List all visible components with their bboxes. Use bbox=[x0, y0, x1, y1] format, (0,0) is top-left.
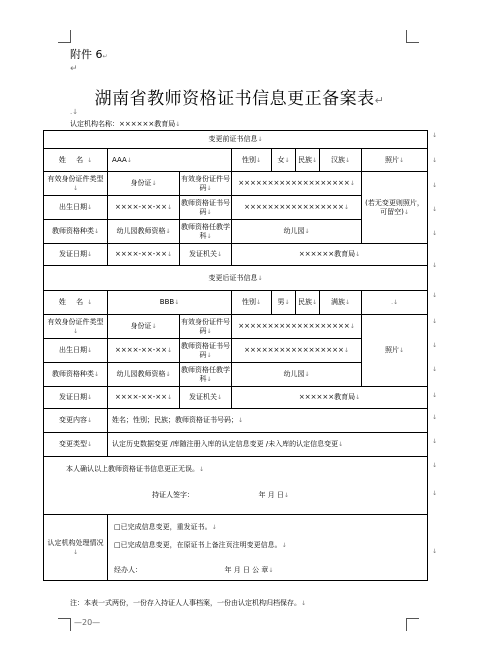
label-gender: 性别↓ bbox=[232, 291, 272, 315]
label-photo: 照片↓ bbox=[362, 149, 428, 172]
label-issuer: 发证机关↓ bbox=[180, 244, 232, 266]
after-name-value: BBB↓ bbox=[108, 291, 232, 315]
before-name-value: AAA↓ bbox=[108, 149, 232, 172]
label-id-type: 有效身份证件类型↓ bbox=[44, 172, 108, 196]
section-after-header: 变更后证书信息↓ bbox=[44, 266, 428, 291]
label-cert-type: 教师资格种类↓ bbox=[44, 363, 108, 387]
record-form-table bbox=[43, 130, 428, 581]
label-cert-number: 教师资格证书号码↓ bbox=[180, 339, 232, 363]
row-end-mark: ↓ bbox=[432, 206, 438, 213]
after-id-number-value: ×××××××××××××××××××↓ bbox=[232, 315, 362, 339]
row-end-mark: ↓ bbox=[432, 342, 438, 349]
row-end-mark: ↓ bbox=[432, 392, 438, 399]
label-birth-date: 出生日期↓ bbox=[44, 196, 108, 220]
label-subject: 教师资格任教学科↓ bbox=[180, 363, 232, 387]
label-change-type: 变更类型↓ bbox=[44, 433, 108, 457]
label-issue-date: 发证日期↓ bbox=[44, 244, 108, 266]
paragraph-mark: ↵ bbox=[70, 64, 78, 74]
footnote: 注：本表一式两份，一份存入持证人人事档案，一份由认定机构归档保存。↓ bbox=[70, 599, 307, 607]
before-id-type-value: 身份证↓ bbox=[108, 172, 180, 196]
after-issue-date-value: ××××-××-××↓ bbox=[108, 387, 180, 409]
crop-mark-bottom-left bbox=[58, 618, 71, 631]
row-end-mark: ↓ bbox=[432, 262, 438, 269]
after-subject-value: 幼儿园↓ bbox=[232, 363, 362, 387]
row-end-mark: ↓ bbox=[432, 182, 438, 189]
label-id-type: 有效身份证件类型↓ bbox=[44, 315, 108, 339]
after-photo-top: .↓ bbox=[362, 291, 428, 315]
label-subject: 教师资格任教学科↓ bbox=[180, 220, 232, 244]
row-end-mark: ↓ bbox=[432, 414, 438, 421]
row-end-mark: ↓ bbox=[432, 132, 438, 139]
before-issue-date-value: ××××-××-××↓ bbox=[108, 244, 180, 266]
row-end-mark: ↓ bbox=[432, 318, 438, 325]
after-photo-cell: 照片↓ bbox=[362, 315, 428, 387]
after-cert-type-value: 幼儿园教师资格↓ bbox=[108, 363, 180, 387]
change-content-value: 姓名；性别；民族；教师资格证书号码；↓ bbox=[108, 409, 428, 433]
before-subject-value: 幼儿园↓ bbox=[232, 220, 362, 244]
label-gender: 性别↓ bbox=[232, 149, 272, 172]
change-type-value: 认定历史数据变更 /库随注册入库的认定信息变更 /未入库的认定信息变更↓ bbox=[108, 433, 428, 457]
after-issuer-value: ××××××教育局↓ bbox=[232, 387, 428, 409]
option-annotate: □已完成信息变更，在原证书上备注页注明变更信息。 bbox=[114, 541, 282, 550]
label-name: 姓 名↓ bbox=[44, 149, 108, 172]
before-id-number-value: ×××××××××××××××××××↓ bbox=[232, 172, 362, 196]
before-birth-date-value: ××××-××-××↓ bbox=[108, 196, 180, 220]
paragraph-mark: .↓ bbox=[70, 108, 79, 116]
label-id-number: 有效身份证件号码↓ bbox=[180, 315, 232, 339]
label-id-number: 有效身份证件号码↓ bbox=[180, 172, 232, 196]
row-end-mark: ↓ bbox=[432, 366, 438, 373]
signature-date: 年 月 日 bbox=[258, 491, 284, 500]
row-end-mark: ↓ bbox=[432, 490, 438, 497]
label-issuer: 发证机关↓ bbox=[180, 387, 232, 409]
section-before-header: 变更前证书信息↓ bbox=[44, 131, 428, 149]
option-reissue: □已完成信息变更，重发证书。 bbox=[114, 523, 212, 531]
label-cert-type: 教师资格种类↓ bbox=[44, 220, 108, 244]
before-ethnicity-value: 汉族↓ bbox=[320, 149, 362, 172]
before-cert-type-value: 幼儿园教师资格↓ bbox=[108, 220, 180, 244]
label-ethnicity: 民族↓ bbox=[296, 291, 320, 315]
row-end-mark: ↓ bbox=[432, 157, 438, 164]
crop-mark-bottom-right bbox=[406, 618, 419, 631]
label-issue-date: 发证日期↓ bbox=[44, 387, 108, 409]
signature-label: 持证人签字： bbox=[152, 491, 194, 500]
after-birth-date-value: ××××-××-××↓ bbox=[108, 339, 180, 363]
row-end-mark: ↓ bbox=[432, 548, 438, 555]
label-ethnicity: 民族↓ bbox=[296, 149, 320, 172]
annex-label: 附件 6↵ bbox=[70, 48, 108, 61]
form-title: 湖南省教师资格证书信息更正备案表↵ bbox=[94, 89, 385, 109]
crop-mark-top-right bbox=[406, 30, 419, 43]
label-birth-date: 出生日期↓ bbox=[44, 339, 108, 363]
page-number: —20— bbox=[74, 618, 101, 627]
crop-mark-top-left bbox=[58, 30, 71, 43]
after-gender-value: 男↓ bbox=[272, 291, 296, 315]
before-issuer-value: ××××××教育局↓ bbox=[232, 244, 428, 266]
row-end-mark: ↓ bbox=[432, 292, 438, 299]
label-change-content: 变更内容↓ bbox=[44, 409, 108, 433]
agency-date-seal: 年 月 日 公 章 bbox=[224, 565, 269, 574]
after-id-type-value: 身份证↓ bbox=[108, 315, 180, 339]
before-gender-value: 女↓ bbox=[272, 149, 296, 172]
row-end-mark: ↓ bbox=[432, 462, 438, 469]
row-end-mark: ↓ bbox=[432, 230, 438, 237]
before-cert-number-value: ×××××××××××××××××↓ bbox=[232, 196, 362, 220]
row-end-mark: ↓ bbox=[432, 438, 438, 445]
agency-name-line: 认定机构名称：××××××教育局↓ bbox=[70, 120, 181, 128]
agency-opinion-block: □已完成信息变更，重发证书。↓ □已完成信息变更，在原证书上备注页注明变更信息。↓ 经办人： 年 月 日 公 章↓ bbox=[108, 515, 428, 581]
after-cert-number-value: ×××××××××××××××××↓ bbox=[232, 339, 362, 363]
before-photo-note: (若无变更则照片，可留空)↓ bbox=[362, 172, 428, 244]
handler-label: 经办人： bbox=[114, 565, 142, 574]
label-cert-number: 教师资格证书号码↓ bbox=[180, 196, 232, 220]
label-name: 姓 名↓ bbox=[44, 291, 108, 315]
label-agency-opinion: 认定机构处理情况↓ bbox=[44, 515, 108, 581]
confirmation-text: 本人确认以上教师资格证书信息更正无误。 bbox=[66, 465, 199, 473]
after-ethnicity-value: 满族↓ bbox=[320, 291, 362, 315]
confirmation-block: 本人确认以上教师资格证书信息更正无误。↓ 持证人签字： 年 月 日↓ bbox=[44, 457, 428, 515]
